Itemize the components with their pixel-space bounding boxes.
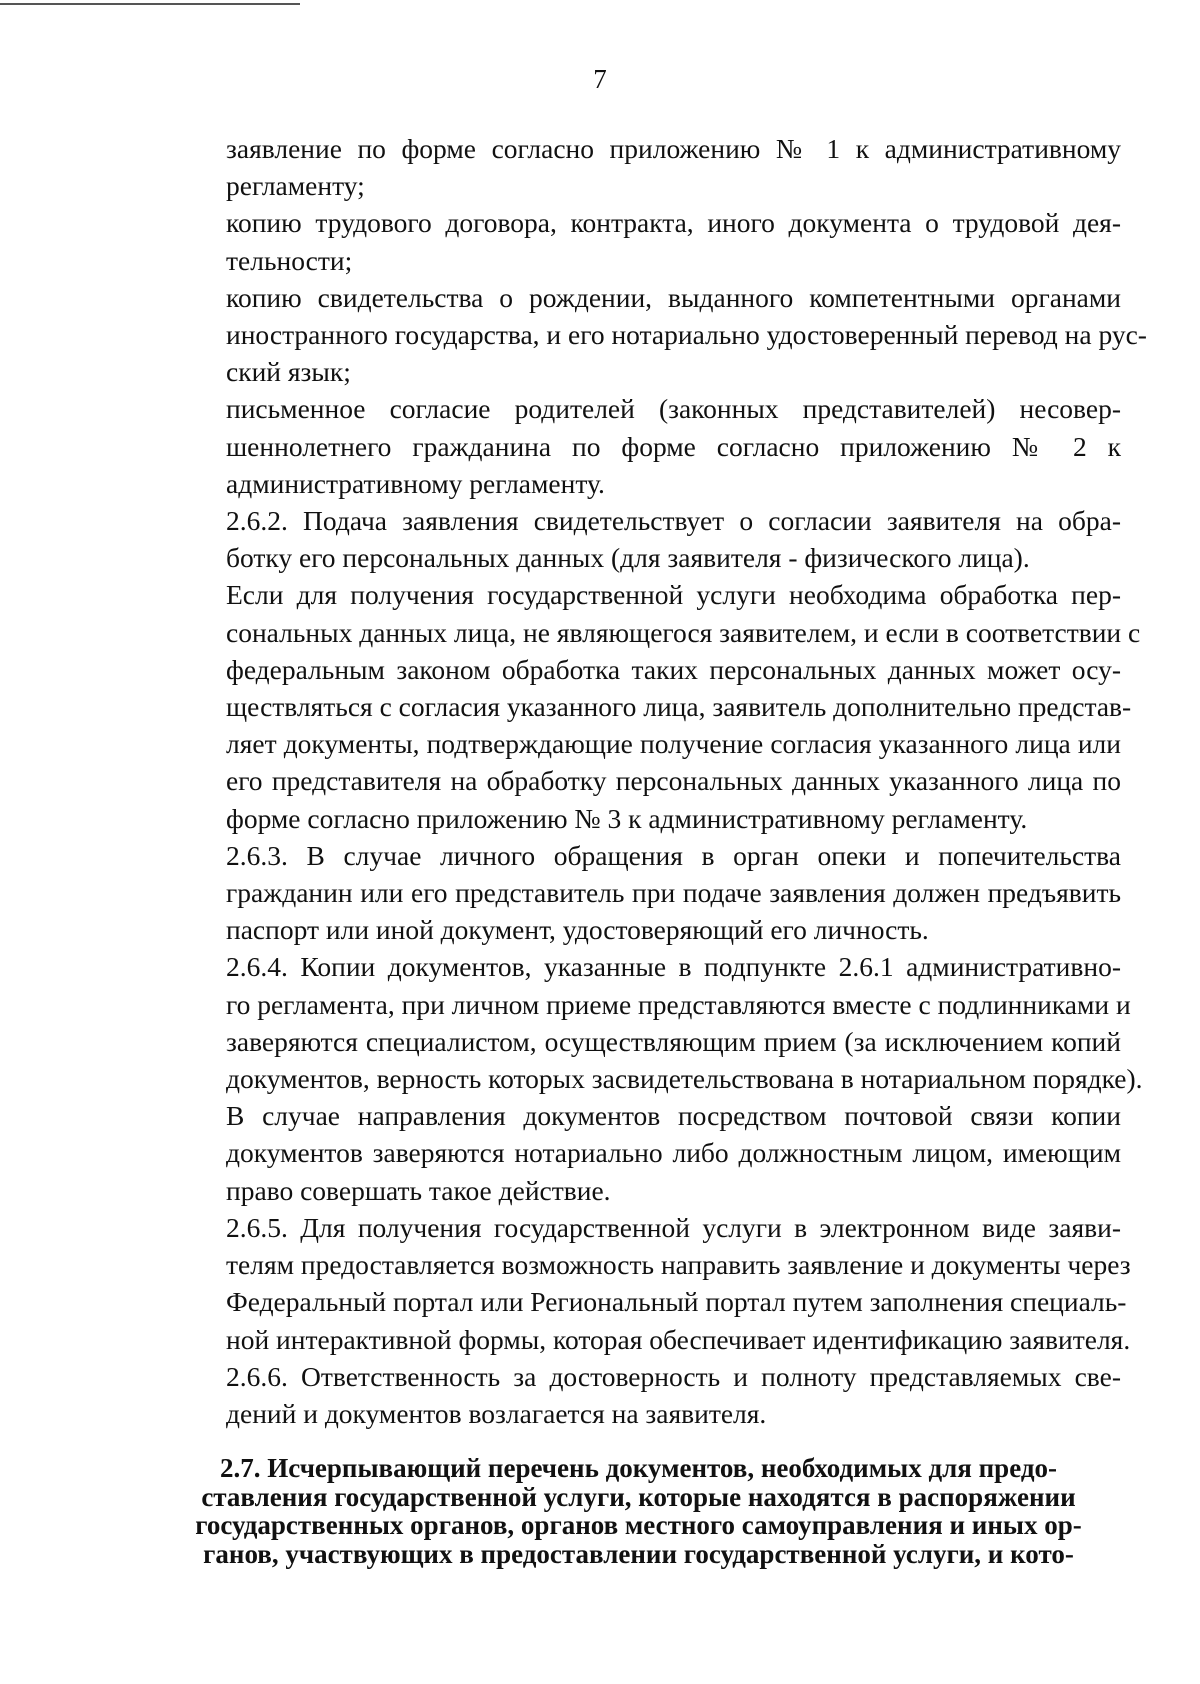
text-line: регламенту; <box>226 170 365 202</box>
text-line: письменное согласие родителей (законных представителей) несовер- <box>226 393 1121 425</box>
text-line: 2.6.2. Подача заявления свидетельствует о согласии заявителя на обра- <box>226 505 1121 537</box>
paragraph-2-6-5 <box>156 1209 1131 1358</box>
body-text <box>156 130 1147 1432</box>
text-line: ной интерактивной формы, которая обеспечивает идентификацию заявителя. <box>226 1323 1131 1355</box>
text-line: копию свидетельства о рождении, выданного компетентными органами <box>226 281 1121 313</box>
text-line: иностранного государства, и его нотариально удостоверенный перевод на рус- <box>226 319 1147 351</box>
paragraph-2-6-2 <box>156 502 1121 576</box>
text-line: форме согласно приложению № 3 к административному регламенту. <box>226 802 1028 834</box>
text-line: ский язык; <box>226 356 351 388</box>
paragraph-2-6-6 <box>156 1358 1121 1432</box>
text-line: ляет документы, подтверждающие получение согласия указанного лица или <box>226 728 1121 760</box>
text-line: федеральным законом обработка таких персональных данных может осу- <box>226 653 1121 685</box>
section-heading-2-7 <box>156 1454 1121 1568</box>
text-line: Федеральный портал или Региональный портал путем заполнения специаль- <box>226 1286 1127 1318</box>
paragraph-labor-contract <box>156 204 1121 278</box>
text-line: документов, верность которых засвидетельствована в нотариальном порядке). <box>226 1063 1143 1095</box>
text-line: ществляться с согласия указанного лица, заявитель дополнительно представ- <box>226 691 1132 723</box>
paragraph-application-form <box>156 130 1121 204</box>
text-line: дений и документов возлагается на заявителя. <box>226 1397 767 1429</box>
text-line: сональных данных лица, не являющегося заявителем, и если в соответствии с <box>226 616 1141 648</box>
text-line: го регламента, при личном приеме представляются вместе с подлинниками и <box>226 988 1131 1020</box>
page-number: 7 <box>593 64 607 94</box>
text-line: право совершать такое действие. <box>226 1174 611 1206</box>
scan-edge-line <box>0 3 300 5</box>
text-line: паспорт или иной документ, удостоверяющий его личность. <box>226 914 929 946</box>
paragraph-2-6-4 <box>156 948 1143 1097</box>
text-line: ботку его персональных данных (для заявителя - физического лица). <box>226 542 1030 574</box>
heading-line: 2.7. Исчерпывающий перечень документов, необходимых для предо- <box>220 1453 1057 1483</box>
heading-line: ганов, участвующих в предоставлении государственной услуги, и кото- <box>203 1538 1074 1569</box>
text-line: гражданин или его представитель при подаче заявления должен предъявить <box>226 877 1121 909</box>
text-line: заявление по форме согласно приложению № 1 к административному <box>226 133 1121 164</box>
text-line: 2.6.4. Копии документов, указанные в подпункте 2.6.1 административно- <box>226 951 1121 983</box>
text-line: его представителя на обработку персональных данных указанного лица по <box>226 765 1121 797</box>
text-line: документов заверяются нотариально либо должностным лицом, имеющим <box>226 1137 1121 1169</box>
text-line: тельности; <box>226 244 353 276</box>
text-line: В случае направления документов посредством почтовой связи копии <box>226 1100 1121 1132</box>
paragraph-parental-consent <box>156 390 1121 502</box>
paragraph-postal-copies <box>156 1097 1121 1209</box>
heading-line: государственных органов, органов местного самоуправления и иных ор- <box>195 1510 1082 1540</box>
paragraph-birth-certificate <box>156 279 1147 391</box>
text-line: Если для получения государственной услуги необходима обработка пер- <box>226 579 1121 611</box>
text-line: заверяются специалистом, осуществляющим прием (за исключением копий <box>226 1025 1121 1057</box>
text-line: шеннолетнего гражданина по форме согласно приложению № 2 к <box>226 430 1121 462</box>
text-line: административному регламенту. <box>226 467 605 499</box>
text-line: копию трудового договора, контракта, иного документа о трудовой дея- <box>226 207 1121 239</box>
text-line: телям предоставляется возможность направить заявление и документы через <box>226 1249 1131 1281</box>
text-line: 2.6.3. В случае личного обращения в орган опеки и попечительства <box>226 839 1121 871</box>
paragraph-third-party-data <box>156 576 1141 836</box>
heading-line: ставления государственной услуги, которые находятся в распоряжении <box>201 1481 1076 1512</box>
text-line: 2.6.5. Для получения государственной услуги в электронном виде заяви- <box>226 1211 1121 1243</box>
paragraph-2-6-3 <box>156 837 1121 949</box>
text-line: 2.6.6. Ответственность за достоверность и полноту представляемых све- <box>226 1360 1121 1392</box>
